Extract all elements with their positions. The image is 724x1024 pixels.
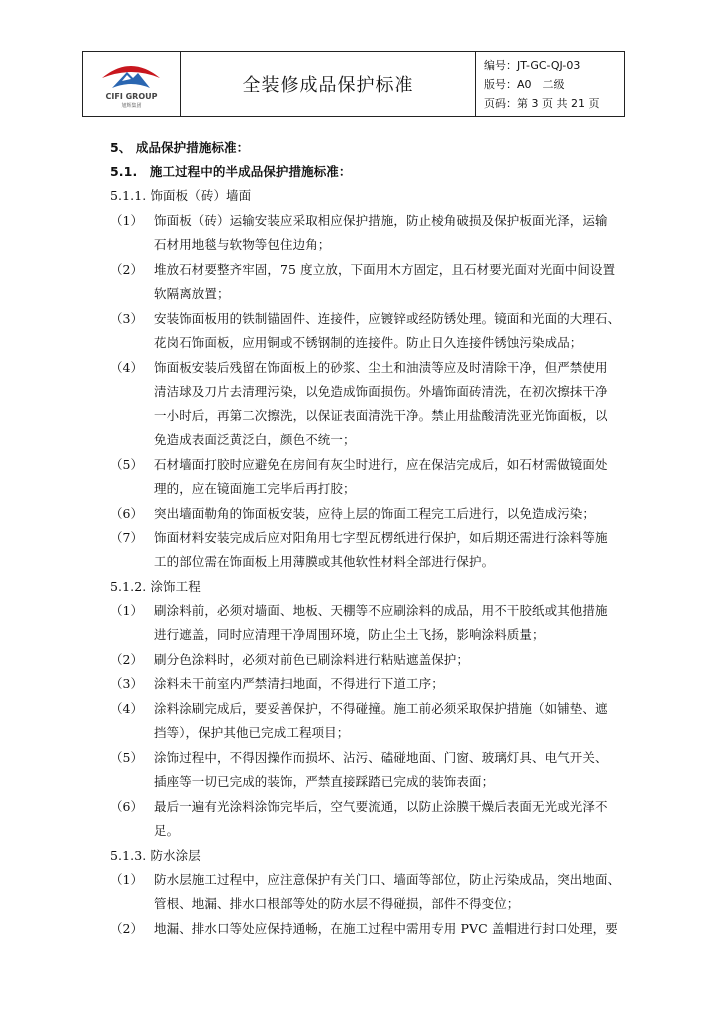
- item-text-line: 涂料未干前室内严禁清扫地面，不得进行下道工序；: [154, 676, 444, 691]
- subsection-title: 5.1.1. 饰面板（砖）墙面: [110, 188, 252, 203]
- item-text-line: 花岗石饰面板，应用铜或不锈钢制的连接件。防止日久连接件锈蚀污染成品；: [154, 335, 583, 350]
- item-text-line: 堆放石材要整齐牢固，75 度立放，下面用木方固定，且石材要光面对光面中间设置: [154, 262, 616, 277]
- item-text-line: 饰面板安装后残留在饰面板上的砂浆、尘土和油渍等应及时清除干净，但严禁使用: [154, 360, 608, 375]
- item-text-line: 最后一遍有光涂料涂饰完毕后，空气要流通，以防止涂膜干燥后表面无光或光泽不: [154, 799, 608, 814]
- item-text-line: 防水层施工过程中，应注意保护有关门口、墙面等部位，防止污染成品，突出地面、: [154, 872, 621, 887]
- item-text-line: 饰面板（砖）运输安装应采取相应保护措施，防止棱角破损及保护板面光泽，运输: [154, 213, 608, 228]
- item-text-line: 插座等一切已完成的装饰，严禁直接踩踏已完成的装饰表面；: [154, 774, 495, 789]
- item-text-line: 突出墙面勒角的饰面板安装，应待上层的饰面工程完工后进行，以免造成污染；: [154, 506, 596, 521]
- item-number: （7）: [110, 530, 143, 545]
- item-number: （1）: [110, 213, 143, 228]
- item-text-line: 足。: [154, 823, 180, 838]
- item-text-line: 涂饰过程中，不得因操作而损坏、沾污、磕碰地面、门窗、玻璃灯具、电气开关、: [154, 750, 608, 765]
- item-number: （2）: [110, 921, 143, 936]
- item-text-line: 清洁球及刀片去清理污染，以免造成饰面损伤。外墙饰面砖清洗，在初次擦抹干净: [154, 384, 608, 399]
- document-title: 全装修成品保护标准: [181, 52, 476, 117]
- item-text-line: 涂料涂刷完成后，要妥善保护，不得碰撞。施工前必须采取保护措施（如铺垫、遮: [154, 701, 608, 716]
- item-text-line: 石材墙面打胶时应避免在房间有灰尘时进行，应在保洁完成后，如石材需做镜面处: [154, 457, 608, 472]
- section-heading: 5、 成品保护措施标准：: [110, 140, 250, 155]
- item-text-line: 进行遮盖，同时应清理干净周围环境，防止尘土飞扬，影响涂料质量；: [154, 627, 545, 642]
- subsection-title: 5.1.2. 涂饰工程: [110, 579, 201, 594]
- item-number: （3）: [110, 676, 143, 691]
- item-number: （1）: [110, 603, 143, 618]
- item-number: （4）: [110, 701, 143, 716]
- item-number: （6）: [110, 799, 143, 814]
- item-text-line: 一小时后，再第二次擦洗，以保证表面清洗干净。禁止用盐酸清洗亚光饰面板，以: [154, 408, 608, 423]
- page-number: 页码：第 3 页 共 21 页: [484, 96, 600, 110]
- item-number: （4）: [110, 360, 143, 375]
- subsection-title: 5.1.3. 防水涂层: [110, 848, 201, 863]
- item-number: （6）: [110, 506, 143, 521]
- item-text-line: 安装饰面板用的铁制锚固件、连接件，应镀锌或经防锈处理。镜面和光面的大理石、: [154, 311, 621, 326]
- item-text-line: 地漏、排水口等处应保持通畅，在施工过程中需用专用 PVC 盖帽进行封口处理，要: [154, 921, 618, 936]
- item-number: （5）: [110, 457, 143, 472]
- item-text-line: 刷涂料前，必须对墙面、地板、天棚等不应刷涂料的成品，用不干胶纸或其他措施: [154, 603, 608, 618]
- item-number: （2）: [110, 652, 143, 667]
- item-text-line: 石材用地毯与软物等包住边角；: [154, 237, 331, 252]
- item-number: （3）: [110, 311, 143, 326]
- sub-section-heading: 5.1. 施工过程中的半成品保护措施标准：: [110, 164, 352, 179]
- item-text-line: 软隔离放置；: [154, 286, 230, 301]
- item-text-line: 管根、地漏、排水口根部等处的防水层不得碰损，部件不得变位；: [154, 896, 520, 911]
- document-code: 编号：JT-GC-QJ-03: [484, 58, 581, 72]
- logo-chinese-name: 旭辉集团: [121, 103, 142, 109]
- item-text-line: 刷分色涂料时，必须对前色已刷涂料进行粘贴遮盖保护；: [154, 652, 470, 667]
- logo-english-name: CIFI GROUP: [105, 92, 158, 101]
- item-text-line: 饰面材料安装完成后应对阳角用七字型瓦楞纸进行保护，如后期还需进行涂料等施: [154, 530, 608, 545]
- item-text-line: 免造成表面泛黄泛白，颜色不统一；: [154, 432, 356, 447]
- item-number: （5）: [110, 750, 143, 765]
- item-number: （2）: [110, 262, 143, 277]
- item-text-line: 理的，应在镜面施工完毕后再打胶；: [154, 481, 356, 496]
- item-number: （1）: [110, 872, 143, 887]
- document-version: 版号：A0 二级: [484, 77, 565, 91]
- item-text-line: 挡等），保护其他已完成工程项目；: [154, 725, 350, 740]
- item-text-line: 工的部位需在饰面板上用薄膜或其他软性材料全部进行保护。: [154, 554, 495, 569]
